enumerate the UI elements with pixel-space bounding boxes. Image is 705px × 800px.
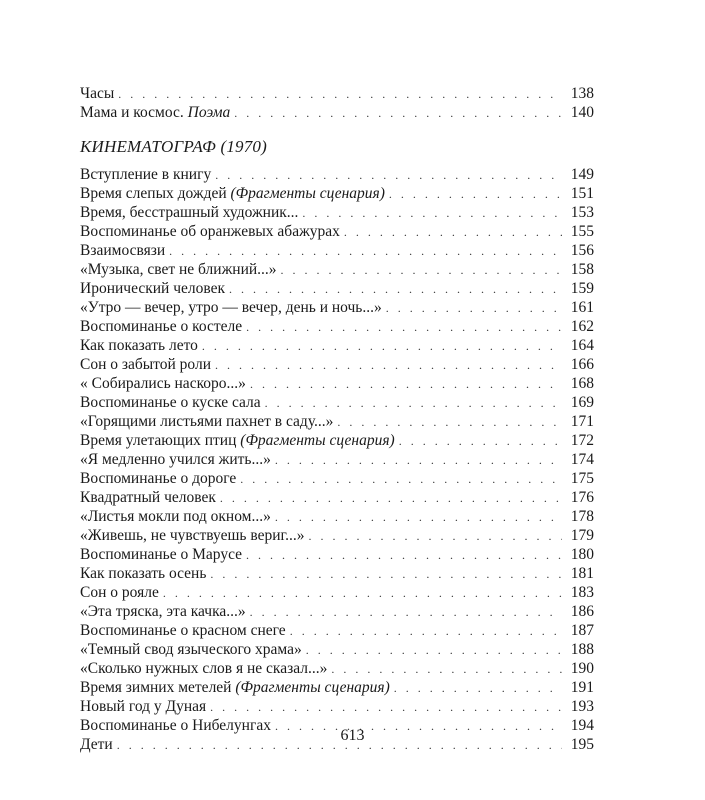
dot-leader bbox=[232, 104, 562, 123]
toc-entry bbox=[80, 222, 594, 241]
section-title: КИНЕМАТОГРАФ (1970) bbox=[80, 137, 267, 156]
toc-entry-page-number: 178 bbox=[570, 508, 594, 525]
toc-entry bbox=[80, 640, 594, 659]
toc-entry-title-text: Воспоминанье о Нибелунгах bbox=[80, 717, 271, 734]
dot-leader bbox=[342, 223, 562, 242]
toc-entry bbox=[80, 241, 594, 260]
toc-entry-title bbox=[80, 298, 384, 317]
toc-entry-page-number: 153 bbox=[570, 204, 594, 221]
toc-entry-title bbox=[80, 602, 248, 621]
toc-entry bbox=[80, 317, 594, 336]
toc-entry bbox=[80, 279, 594, 298]
dot-leader bbox=[218, 489, 562, 508]
toc-entry bbox=[80, 203, 594, 222]
toc-entry-title bbox=[80, 640, 304, 659]
toc-entry-page-number: 161 bbox=[570, 299, 594, 316]
toc-entry-title-text: Воспоминанье об оранжевых абажурах bbox=[80, 223, 340, 240]
toc-entry-title bbox=[80, 336, 200, 355]
toc-entry-note: Поэма bbox=[187, 104, 231, 121]
toc-entry-title-text: Воспоминанье о дороге bbox=[80, 470, 237, 487]
toc-entry-title-text: Воспоминанье о костеле bbox=[80, 318, 243, 335]
toc-entry-page-number: 138 bbox=[570, 85, 594, 102]
dot-leader bbox=[200, 337, 562, 356]
toc-entry-page-number: 194 bbox=[570, 717, 594, 734]
toc-entry bbox=[80, 697, 594, 716]
toc-entry-title-text: Время зимних метелей bbox=[80, 679, 232, 696]
toc-entry-title bbox=[80, 678, 392, 697]
dot-leader bbox=[273, 508, 562, 527]
toc-entry-title bbox=[80, 317, 244, 336]
toc-entry bbox=[80, 507, 594, 526]
toc-entry-page-number: 168 bbox=[570, 375, 594, 392]
dot-leader bbox=[279, 261, 562, 280]
toc-entry-title bbox=[80, 545, 244, 564]
toc-entry bbox=[80, 602, 594, 621]
toc-entry-title-text: Дети bbox=[80, 736, 113, 753]
toc-entry-title bbox=[80, 393, 263, 412]
dot-leader bbox=[300, 204, 562, 223]
dot-leader bbox=[213, 356, 562, 375]
toc-entry-page-number: 183 bbox=[570, 584, 594, 601]
toc-entry-title bbox=[80, 450, 273, 469]
toc-entry bbox=[80, 355, 594, 374]
toc-entry-title-text: Квадратный человек bbox=[80, 489, 216, 506]
toc-entry bbox=[80, 469, 594, 488]
toc-entry-title bbox=[80, 621, 288, 640]
toc-entry bbox=[80, 165, 594, 184]
dot-leader bbox=[307, 527, 562, 546]
toc-entry-title bbox=[80, 355, 213, 374]
dot-leader bbox=[263, 394, 562, 413]
toc-entry-page-number: 151 bbox=[570, 185, 594, 202]
toc-entry-page-number: 176 bbox=[570, 489, 594, 506]
dot-leader bbox=[248, 603, 562, 622]
toc-entry bbox=[80, 260, 594, 279]
toc-entry bbox=[80, 298, 594, 317]
dot-leader bbox=[161, 584, 562, 603]
toc-entry-title-text: Новый год у Дуная bbox=[80, 698, 207, 715]
toc-entry-title-text: «Живешь, не чувствуешь вериг...» bbox=[80, 527, 305, 544]
toc-entry bbox=[80, 564, 594, 583]
toc-entry-page-number: 156 bbox=[570, 242, 594, 259]
page-number: 613 bbox=[340, 727, 365, 744]
toc-entry-title-text: Сон о рояле bbox=[80, 584, 159, 601]
dot-leader bbox=[273, 451, 562, 470]
toc-entry-title-text: Как показать осень bbox=[80, 565, 207, 582]
dot-leader bbox=[238, 470, 562, 489]
toc-entry-title bbox=[80, 583, 161, 602]
toc-entry-title bbox=[80, 222, 342, 241]
dot-leader bbox=[244, 318, 562, 337]
toc-entry-title bbox=[80, 241, 167, 260]
toc-list-continued bbox=[80, 84, 594, 122]
toc-entry-page-number: 149 bbox=[570, 166, 594, 183]
toc-entry-page-number: 195 bbox=[570, 736, 594, 753]
dot-leader bbox=[248, 375, 562, 394]
toc-entry-title-text: «Темный свод языческого храма» bbox=[80, 641, 302, 658]
dot-leader bbox=[329, 660, 562, 679]
dot-leader bbox=[116, 85, 562, 104]
toc-entry-title bbox=[80, 84, 116, 103]
dot-leader bbox=[167, 242, 562, 261]
toc-entry-page-number: 181 bbox=[570, 565, 594, 582]
toc-entry-title-text: Время улетающих птиц bbox=[80, 432, 237, 449]
toc-entry-title bbox=[80, 165, 213, 184]
toc-entry-page-number: 191 bbox=[570, 679, 594, 696]
toc-entry bbox=[80, 621, 594, 640]
toc-entry bbox=[80, 374, 594, 393]
toc-entry-title-text: «Листья мокли под окном...» bbox=[80, 508, 271, 525]
dot-leader bbox=[392, 679, 562, 698]
toc-entry-page-number: 190 bbox=[570, 660, 594, 677]
toc-entry-title-text: «Музыка, свет не ближний...» bbox=[80, 261, 277, 278]
dot-leader bbox=[213, 166, 562, 185]
toc-entry-title-text: Взаимосвязи bbox=[80, 242, 166, 259]
toc-entry-page-number: 140 bbox=[570, 104, 594, 121]
dot-leader bbox=[288, 622, 562, 641]
toc-entry-title bbox=[80, 203, 300, 222]
toc-entry-note: (Фрагменты сценария) bbox=[230, 185, 385, 202]
toc-entry bbox=[80, 84, 594, 103]
toc-entry-page-number: 193 bbox=[570, 698, 594, 715]
toc-entry-title bbox=[80, 184, 387, 203]
toc-entry-page-number: 180 bbox=[570, 546, 594, 563]
toc-entry-page-number: 188 bbox=[570, 641, 594, 658]
toc-entry-title-text: Часы bbox=[80, 85, 115, 102]
toc-entry-title bbox=[80, 431, 397, 450]
toc-entry-title bbox=[80, 469, 238, 488]
toc-entry-page-number: 172 bbox=[570, 432, 594, 449]
toc-entry-title-text: «Я медленно учился жить...» bbox=[80, 451, 271, 468]
toc-entry-title-text: «Сколько нужных слов я не сказал...» bbox=[80, 660, 328, 677]
toc-entry bbox=[80, 450, 594, 469]
toc-entry-page-number: 186 bbox=[570, 603, 594, 620]
toc-entry bbox=[80, 583, 594, 602]
toc-entry-title bbox=[80, 488, 218, 507]
toc-entry bbox=[80, 103, 594, 122]
toc-entry-title-text: Как показать лето bbox=[80, 337, 198, 354]
toc-entry-title-text: «Горящими листьями пахнет в саду...» bbox=[80, 413, 334, 430]
toc-entry-title bbox=[80, 659, 329, 678]
toc-entry bbox=[80, 678, 594, 697]
toc-entry-page-number: 159 bbox=[570, 280, 594, 297]
dot-leader bbox=[335, 413, 562, 432]
toc-entry-page-number: 158 bbox=[570, 261, 594, 278]
toc-entry-title-text: Время слепых дождей bbox=[80, 185, 227, 202]
toc-entry-title-text: Мама и космос. bbox=[80, 104, 184, 121]
toc-list-kinematograf bbox=[80, 165, 594, 754]
toc-entry-title bbox=[80, 697, 208, 716]
toc-entry-title-text: Время, бесстрашный художник... bbox=[80, 204, 299, 221]
toc-entry-page-number: 187 bbox=[570, 622, 594, 639]
toc-entry-title bbox=[80, 564, 208, 583]
toc-entry bbox=[80, 431, 594, 450]
toc-entry-title-text: Воспоминанье о куске сала bbox=[80, 394, 261, 411]
toc-entry-title-text: Вступление в книгу bbox=[80, 166, 212, 183]
toc-entry-title-text: Воспоминанье о красном снеге bbox=[80, 622, 286, 639]
toc-entry bbox=[80, 545, 594, 564]
toc-entry bbox=[80, 393, 594, 412]
dot-leader bbox=[304, 641, 562, 660]
toc-entry-page-number: 155 bbox=[570, 223, 594, 240]
toc-entry bbox=[80, 488, 594, 507]
toc-entry-page-number: 164 bbox=[570, 337, 594, 354]
toc-entry-title bbox=[80, 412, 335, 431]
dot-leader bbox=[384, 299, 562, 318]
toc-entry-page-number: 175 bbox=[570, 470, 594, 487]
toc-entry-title bbox=[80, 279, 227, 298]
dot-leader bbox=[244, 546, 562, 565]
toc-entry-page-number: 162 bbox=[570, 318, 594, 335]
toc-entry-title-text: Сон о забытой роли bbox=[80, 356, 212, 373]
toc-entry bbox=[80, 659, 594, 678]
toc-entry-title-text: « Собирались наскоро...» bbox=[80, 375, 246, 392]
toc-entry-page-number: 166 bbox=[570, 356, 594, 373]
toc-entry-page-number: 169 bbox=[570, 394, 594, 411]
toc-entry-note: (Фрагменты сценария) bbox=[235, 679, 390, 696]
toc-entry bbox=[80, 412, 594, 431]
toc-entry bbox=[80, 526, 594, 545]
toc-entry-title bbox=[80, 374, 248, 393]
toc-entry-title bbox=[80, 103, 232, 122]
toc-entry-title bbox=[80, 260, 279, 279]
toc-entry-title-text: «Эта тряска, эта качка...» bbox=[80, 603, 246, 620]
toc-entry-page-number: 179 bbox=[570, 527, 594, 544]
dot-leader bbox=[387, 185, 562, 204]
toc-entry-note: (Фрагменты сценария) bbox=[240, 432, 395, 449]
toc-entry-title bbox=[80, 507, 273, 526]
dot-leader bbox=[397, 432, 562, 451]
dot-leader bbox=[208, 565, 562, 584]
dot-leader bbox=[227, 280, 562, 299]
dot-leader bbox=[208, 698, 562, 717]
toc-entry-title-text: «Утро — вечер, утро — вечер, день и ночь...» bbox=[80, 299, 382, 316]
toc-entry-page-number: 174 bbox=[570, 451, 594, 468]
toc-entry-title-text: Воспоминанье о Марусе bbox=[80, 546, 243, 563]
toc-entry bbox=[80, 336, 594, 355]
toc-entry-title bbox=[80, 526, 307, 545]
toc-entry bbox=[80, 184, 594, 203]
toc-entry-page-number: 171 bbox=[570, 413, 594, 430]
toc-entry-title-text: Иронический человек bbox=[80, 280, 226, 297]
